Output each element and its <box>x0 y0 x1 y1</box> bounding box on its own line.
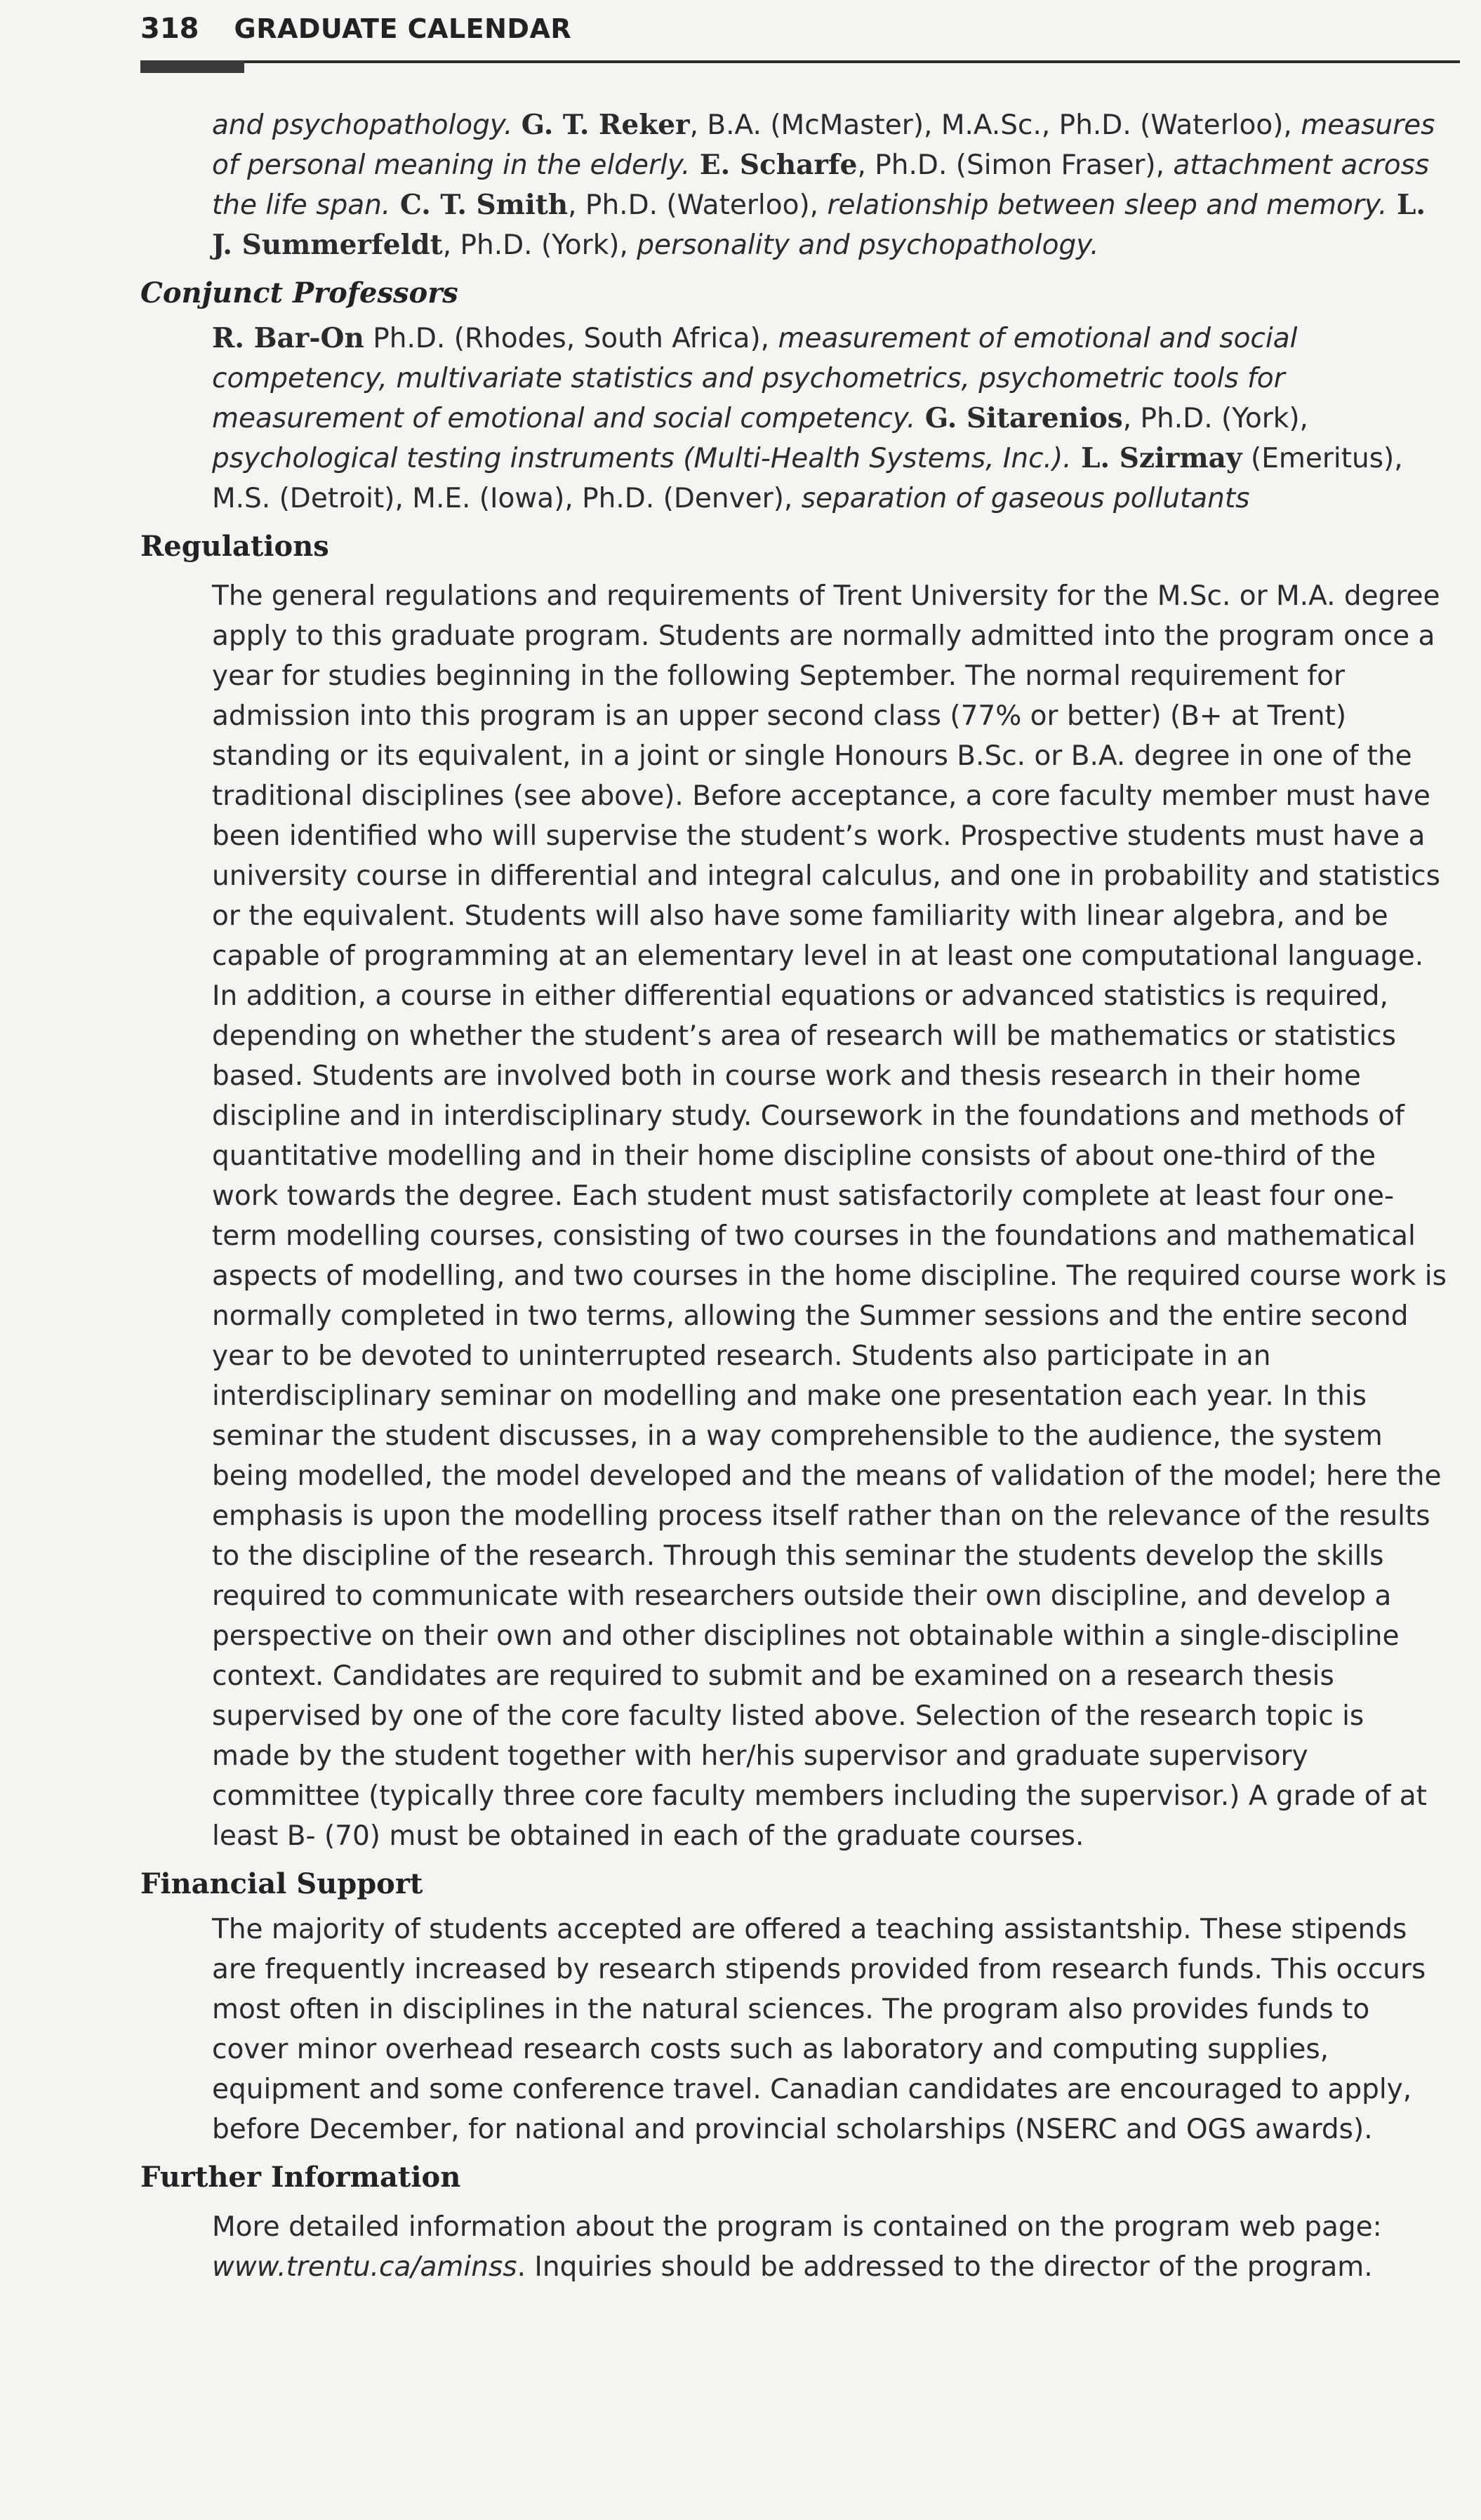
faculty-list-continued <box>212 105 1447 265</box>
faculty-interest: psychological testing instruments (Multi-Health Systems, Inc.). <box>212 443 1072 474</box>
faculty-interest: and psychopathology. <box>212 109 513 141</box>
financial-support-text: The majority of students accepted are offered a teaching assistantship. These stipends are frequently increased by research stipends provided from research funds. This occurs most often in disciplines in the natural sciences. The program also provides funds to cover minor overhead research costs such as laboratory and computing supplies, equipment and some conference travel. Canadian candidates are encouraged to apply, before December, for national and provincial scholarships (NSERC and OGS awards). <box>212 1914 1426 2145</box>
faculty-degrees: , B.A. (McMaster), M.A.Sc., Ph.D. (Waterloo), <box>689 109 1292 141</box>
section-heading-financial-support: Financial Support <box>140 1867 423 1900</box>
further-info-trail: . Inquiries should be addressed to the director of the program. <box>517 2251 1373 2283</box>
program-web-link[interactable]: www.trentu.ca/aminss <box>212 2251 517 2283</box>
faculty-interest: measurement of emotional and social competency, multivariate statistics and psychometrics, psychometric tools for measurement of emotional and social competency. <box>212 323 1298 434</box>
page-header <box>140 13 571 45</box>
section-heading-regulations: Regulations <box>140 530 329 563</box>
faculty-degrees: , Ph.D. (Simon Fraser), <box>857 149 1165 181</box>
running-title: GRADUATE CALENDAR <box>234 13 572 44</box>
faculty-interest: measures of personal meaning in the elderly. <box>212 109 1435 181</box>
header-rule <box>140 60 1460 63</box>
faculty-interest: relationship between sleep and memory. <box>818 189 1388 221</box>
further-info-lead: More detailed information about the program is contained on the program web page: <box>212 2211 1382 2243</box>
faculty-interest: attachment across the life span. <box>212 149 1430 221</box>
header-tab-mark <box>140 60 244 73</box>
faculty-degrees: Ph.D. (Rhodes, South Africa), <box>364 323 770 354</box>
faculty-degrees: (Emeritus), M.S. (Detroit), M.E. (Iowa), Ph.D. (Denver), <box>212 443 1403 514</box>
faculty-name: E. Scharfe <box>690 149 858 181</box>
faculty-name: G. Sitarenios <box>915 402 1123 434</box>
faculty-name: R. Bar-On <box>212 322 364 354</box>
faculty-name: L. Szirmay <box>1071 442 1242 474</box>
conjunct-professors-list <box>212 319 1447 519</box>
further-information-text <box>212 2207 1447 2287</box>
regulations-text: The general regulations and requirements of Trent University for the M.Sc. or M.A. degree apply to this graduate program. Students are normally admitted into the program once a year for studies beginning in the following September. The normal requirement for admission into this program is an upper second class (77% or better) (B+ at Trent) standing or its equivalent, in a joint or single Honours B.Sc. or B.A. degree in one of the traditional disciplines (see above). Before acceptance, a core faculty member must have been identified who will supervise the student’s work. Prospective students must have a university course in differential and integral calculus, and one in probability and statistics or the equivalent. Students will also have some familiarity with linear algebra, and be capable of programming at an elementary level in at least one computational language. In addition, a course in either differential equations or advanced statistics is required, depending on whether the student’s area of research will be mathematics or statistics based. Students are involved both in course work and thesis research in their home discipline and in interdisciplinary study. Coursework in the foundations and methods of quantitative modelling and in their home discipline consists of about one-third of the work towards the degree. Each student must satisfactorily complete at least four one-term modelling courses, consisting of two courses in the foundations and mathematical aspects of modelling, and two courses in the home discipline. The required course work is normally completed in two terms, allowing the Summer sessions and the entire second year to be devoted to uninterrupted research. Students also participate in an interdisciplinary seminar on modelling and make one presentation each year. In this seminar the student discusses, in a way comprehensible to the audience, the system being modelled, the model developed and the means of validation of the model; here the emphasis is upon the modelling process itself rather than on the relevance of the results to the discipline of the research. Through this seminar the students develop the skills required to communicate with researchers outside their own discipline, and develop a perspective on their own and other disciplines not obtainable within a single-discipline context. Candidates are required to submit and be examined on a research thesis supervised by one of the core faculty listed above. Selection of the research topic is made by the student together with her/his supervisor and graduate supervisory committee (typically three core faculty members including the supervisor.) A grade of at least B- (70) must be obtained in each of the graduate courses. <box>212 580 1447 1852</box>
faculty-interest: separation of gaseous pollutants <box>792 483 1250 514</box>
page-content <box>140 105 1460 2287</box>
faculty-degrees: , Ph.D. (York), <box>442 229 628 261</box>
faculty-degrees: , Ph.D. (York), <box>1122 403 1308 434</box>
faculty-interest: personality and psychopathology. <box>627 229 1099 261</box>
faculty-name: L. J. Summerfeldt <box>212 189 1426 261</box>
page-number: 318 <box>140 13 199 45</box>
faculty-degrees: , Ph.D. (Waterloo), <box>568 189 819 221</box>
faculty-name: G. T. Reker <box>521 109 690 141</box>
section-heading-conjunct-professors: Conjunct Professors <box>140 276 458 309</box>
section-heading-further-information: Further Information <box>140 2161 461 2194</box>
faculty-name: C. T. Smith <box>390 189 569 221</box>
